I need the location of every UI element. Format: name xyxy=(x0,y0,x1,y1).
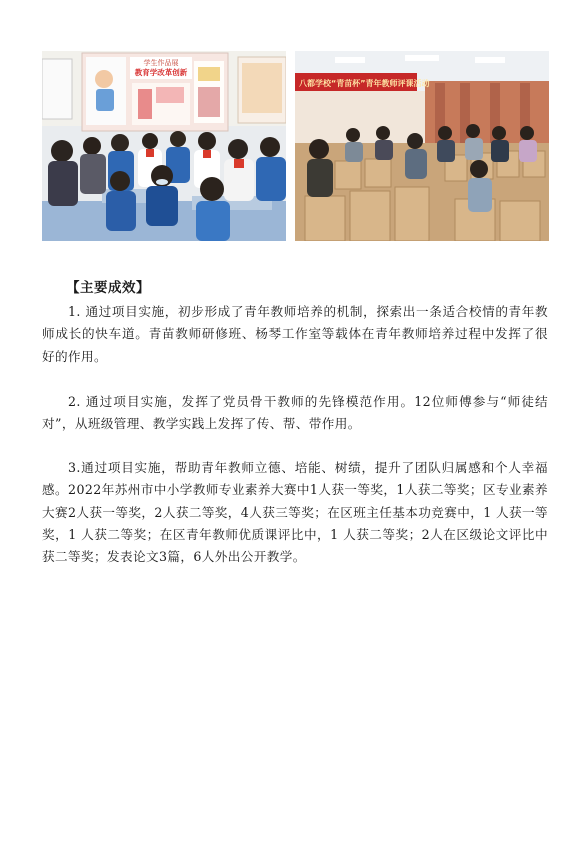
achievement-paragraph-1: 1. 通过项目实施，初步形成了青年教师培养的机制，探索出一条适合校情的青年教师成长的快车道。青苗教师研修班、杨琴工作室等载体在青年教师培养过程中发挥了很好的作用。 xyxy=(42,304,548,364)
lecture-hall-photo-illustration xyxy=(295,51,549,241)
classroom-photo xyxy=(42,51,286,241)
achievement-paragraph-2: 2. 通过项目实施，发挥了党员骨干教师的先锋模范作用。12位师傅参与“师徒结对”，从班级管理、教学实践上发挥了传、帮、带作用。 xyxy=(42,394,548,432)
board-banner: 教育学改革创新 xyxy=(134,68,188,77)
hall-banner: 八都学校“青苗杯”青年教师评课活动 xyxy=(299,79,430,88)
classroom-photo-illustration xyxy=(42,51,286,241)
lecture-hall-photo xyxy=(295,51,549,241)
board-title: 学生作品展 xyxy=(143,59,179,67)
achievement-paragraph-3: 3.通过项目实施，帮助青年教师立德、培能、树绩，提升了团队归属感和个人幸福感。2022年苏州市中小学教师专业素养大赛中1人获一等奖，1人获二等奖；区专业素养大赛2人获一等奖，2人获二等奖，4人获三等奖；在区班主任基本功竞赛中，1 人获一等奖，1 人获二等奖；在区青年教师优质课评比中，1 人获二等奖；2人在区级论文评比中获二等奖；发表论文3篇，6人外出公开教学。 xyxy=(42,460,548,565)
section-heading: 【主要成效】 xyxy=(66,280,150,296)
